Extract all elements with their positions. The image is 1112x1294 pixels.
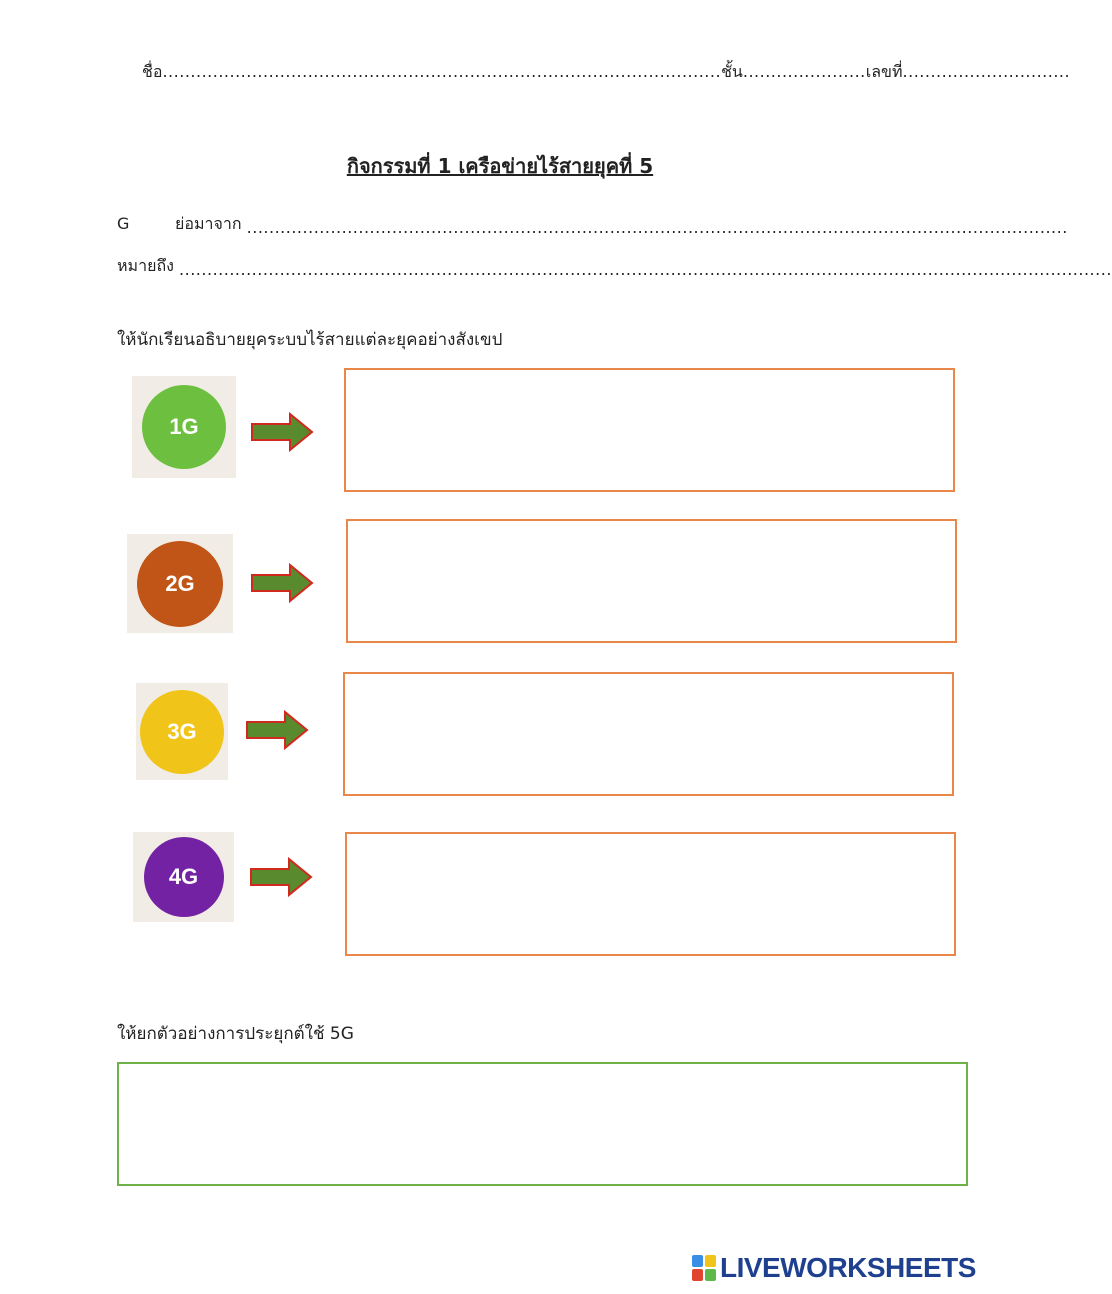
class-label: ชั้น [721, 62, 743, 81]
gen-4g-circle [144, 837, 224, 917]
meaning-field[interactable]: ....................................................................................................................................................................... [179, 260, 1112, 279]
student-info-line [142, 60, 1070, 85]
page-title: กิจกรรมที่ 1 เครือข่ายไร้สายยุคที่ 5 [346, 154, 654, 178]
class-field[interactable]: ...................... [742, 62, 866, 81]
g-letter: G [117, 214, 130, 233]
number-field[interactable]: .............................. [902, 62, 1071, 81]
answer-box-4g[interactable] [345, 832, 956, 956]
gen-3g-tile [136, 683, 228, 780]
g-abbreviation-line [117, 212, 1068, 237]
answer-box-5g-examples[interactable] [117, 1062, 968, 1186]
answer-box-1g[interactable] [344, 368, 955, 492]
arrow-right-icon [250, 412, 314, 452]
gen-3g-label: 3G [167, 718, 197, 744]
gen-2g-label: 2G [165, 570, 195, 596]
gen-1g-circle [142, 385, 226, 469]
abbreviation-label: ย่อมาจาก [175, 214, 242, 233]
arrow-right-icon [250, 563, 314, 603]
gen-4g-tile [133, 832, 234, 922]
gen-4g-label: 4G [168, 864, 199, 889]
arrow-right-icon [249, 857, 313, 897]
arrow-right-icon [245, 710, 309, 750]
example-prompt: ให้ยกตัวอย่างการประยุกต์ใช้ 5G [117, 1024, 354, 1044]
name-label: ชื่อ [142, 62, 163, 81]
logo-text: LIVEWORKSHEETS [720, 1252, 976, 1283]
abbreviation-field[interactable]: ................................................................................................................................................... [246, 218, 1068, 237]
meaning-label: หมายถึง [117, 256, 174, 275]
gen-2g-circle [137, 541, 223, 627]
gen-1g-tile [132, 376, 236, 478]
liveworksheets-logo [692, 1252, 976, 1284]
number-label: เลขที่ [865, 62, 903, 81]
answer-box-2g[interactable] [346, 519, 957, 643]
answer-box-3g[interactable] [343, 672, 954, 796]
name-field[interactable]: .................................................................................................... [162, 62, 722, 81]
gen-1g-label: 1G [169, 414, 199, 439]
instruction-text: ให้นักเรียนอธิบายยุคระบบไร้สายแต่ละยุคอย่างสังเขป [117, 330, 503, 350]
gen-3g-circle [140, 690, 224, 774]
meaning-line [117, 254, 1112, 279]
gen-2g-tile [127, 534, 233, 633]
logo-mark-icon [692, 1255, 716, 1281]
